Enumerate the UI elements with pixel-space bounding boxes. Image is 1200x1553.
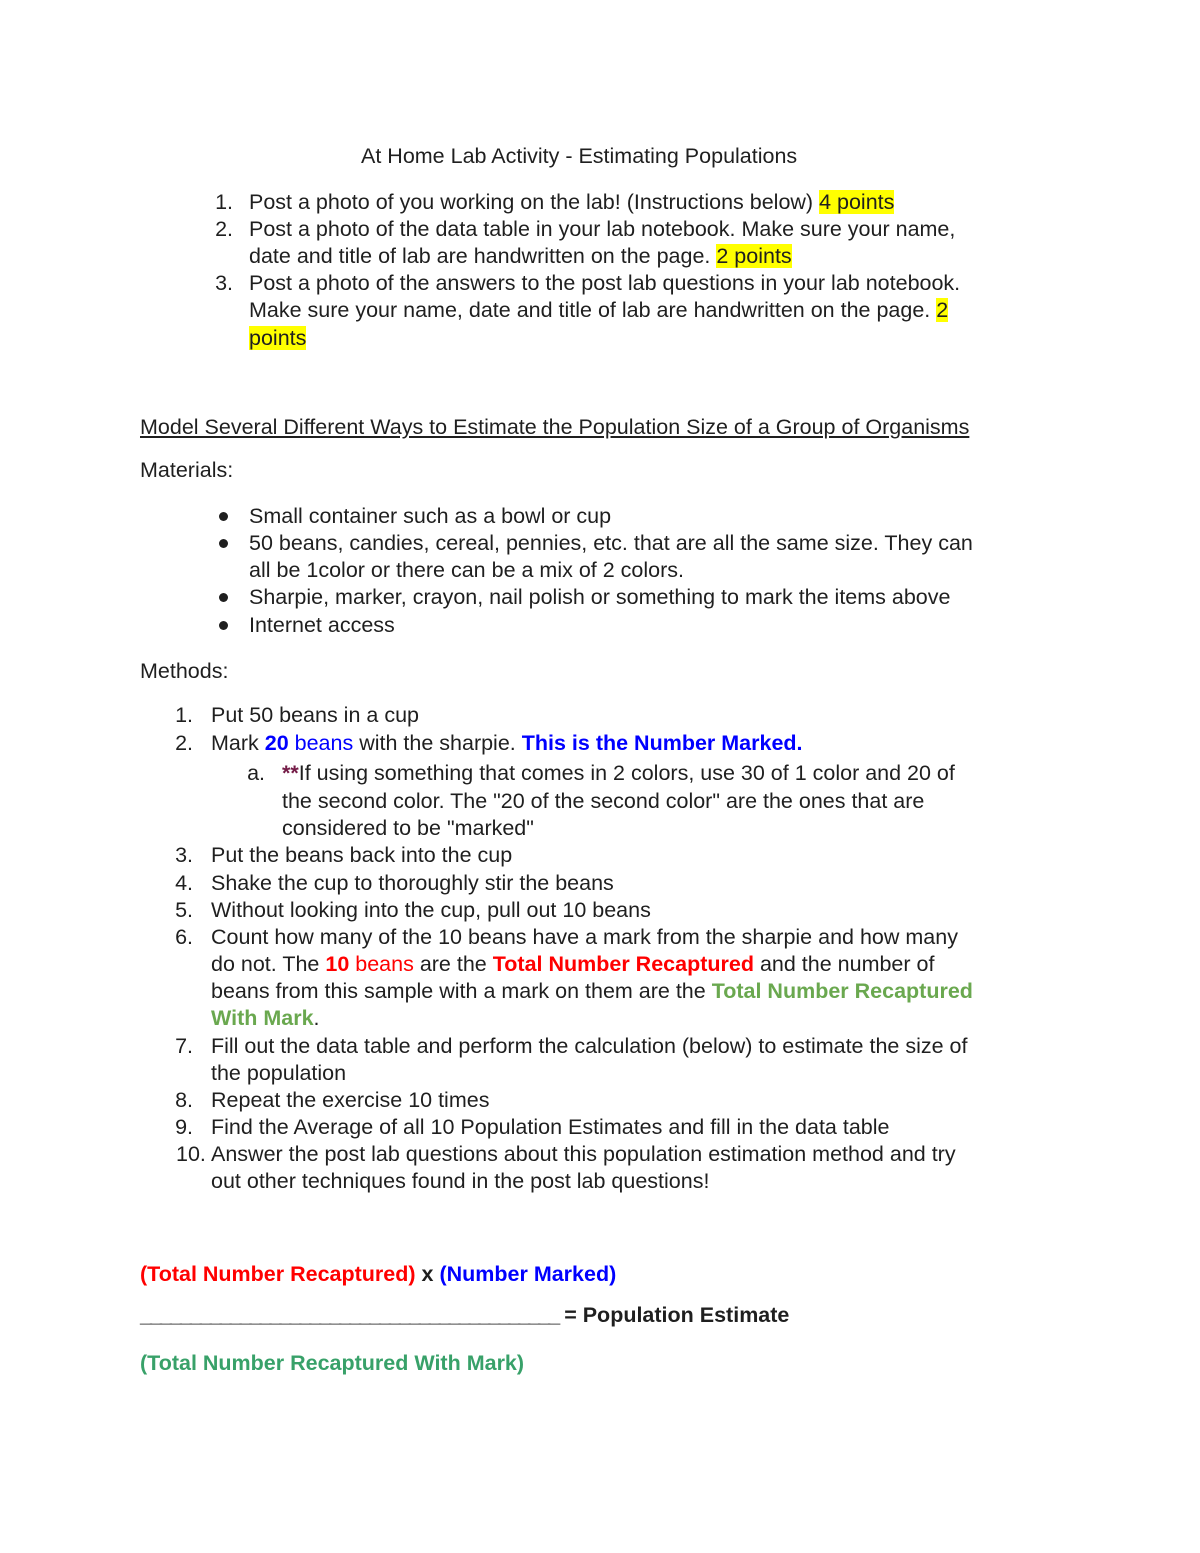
points-badge: 4 points: [819, 190, 895, 214]
method-number-4: 4.: [175, 871, 193, 895]
bullet-icon: [219, 539, 228, 548]
material-item-2-line1: 50 beans, candies, cereal, pennies, etc. that are all the same size. They can: [249, 531, 973, 555]
fraction-bar: __________________________________________: [140, 1303, 559, 1327]
req-item-3-line1: Post a photo of the answers to the post lab questions in your lab notebook.: [249, 271, 961, 295]
method-step-2: Mark 20 beans with the sharpie. This is the Number Marked.: [211, 731, 803, 755]
bullet-icon: [219, 621, 228, 630]
page-title: At Home Lab Activity - Estimating Populations: [361, 144, 798, 168]
method-number-10: 10.: [176, 1142, 206, 1166]
method-step-4: Shake the cup to thoroughly stir the beans: [211, 871, 614, 895]
req-item-1: Post a photo of you working on the lab! (Instructions below) 4 points: [249, 190, 895, 214]
method-number-3: 3.: [175, 843, 193, 867]
method-step-6-line1: Count how many of the 10 beans have a mark from the sharpie and how many: [211, 925, 958, 949]
method-step-6-line3: beans from this sample with a mark on them are the Total Number Recaptured: [211, 979, 973, 1003]
bullet-icon: [219, 512, 228, 521]
formula-result: = Population Estimate: [558, 1303, 790, 1327]
method-step-7-line1: Fill out the data table and perform the calculation (below) to estimate the size of: [211, 1034, 968, 1058]
recaptured-with-mark-term: Total Number Recaptured: [711, 979, 973, 1003]
methods-label: Methods:: [140, 659, 229, 683]
bullet-icon: [219, 593, 228, 602]
method-number-5: 5.: [175, 898, 193, 922]
method-step-3: Put the beans back into the cup: [211, 843, 513, 867]
method-step-5: Without looking into the cup, pull out 10 beans: [211, 898, 651, 922]
method-step-2a-line1: **If using something that comes in 2 colors, use 30 of 1 color and 20 of: [282, 761, 955, 785]
materials-label: Materials:: [140, 458, 234, 482]
number-marked-term: This is the Number Marked.: [521, 731, 803, 755]
method-number-1: 1.: [175, 703, 193, 727]
req-number-3: 3.: [215, 271, 233, 295]
material-item-1: Small container such as a bowl or cup: [249, 504, 612, 528]
method-step-9: Find the Average of all 10 Population Estimates and fill in the data table: [211, 1115, 890, 1139]
section-heading: Model Several Different Ways to Estimate the Population Size of a Group of Organisms: [140, 415, 970, 439]
points-badge: 2 points: [716, 244, 792, 268]
method-number-2: 2.: [175, 731, 193, 755]
method-step-7-line2: the population: [211, 1061, 347, 1085]
req-number-1: 1.: [215, 190, 233, 214]
points-badge: points: [249, 326, 307, 350]
method-step-6-line4: With Mark.: [211, 1006, 320, 1030]
method-step-8: Repeat the exercise 10 times: [211, 1088, 490, 1112]
total-recaptured-term: Total Number Recaptured: [492, 952, 754, 976]
method-number-8: 8.: [175, 1088, 193, 1112]
formula-fraction-line: [140, 1302, 789, 1329]
method-subletter-a: a.: [247, 761, 265, 785]
method-step-6-line2: do not. The 10 beans are the Total Number Recaptured and the number of: [211, 952, 935, 976]
req-number-2: 2.: [215, 217, 233, 241]
method-step-10-line1: Answer the post lab questions about this population estimation method and try: [211, 1142, 956, 1166]
points-badge: 2: [936, 298, 949, 322]
formula-numerator: (Total Number Recaptured) x (Number Marked): [140, 1262, 617, 1286]
method-step-2a-line3: considered to be "marked": [282, 816, 534, 840]
material-item-2-line2: all be 1color or there can be a mix of 2 colors.: [249, 558, 684, 582]
method-number-7: 7.: [175, 1034, 193, 1058]
method-number-6: 6.: [175, 925, 193, 949]
method-step-10-line2: out other techniques found in the post lab questions!: [211, 1169, 710, 1193]
material-item-3: Sharpie, marker, crayon, nail polish or something to mark the items above: [249, 585, 951, 609]
req-item-3-line2: Make sure your name, date and title of lab are handwritten on the page. 2: [249, 298, 949, 322]
req-item-3-line3: [249, 325, 306, 352]
method-step-1: Put 50 beans in a cup: [211, 703, 419, 727]
method-step-2a-line2: the second color. The "20 of the second color" are the ones that are: [282, 789, 925, 813]
req-item-2-line2: date and title of lab are handwritten on the page. 2 points: [249, 244, 792, 268]
req-item-2-line1: Post a photo of the data table in your lab notebook. Make sure your name,: [249, 217, 956, 241]
method-number-9: 9.: [175, 1115, 193, 1139]
formula-denominator: (Total Number Recaptured With Mark): [140, 1351, 525, 1375]
material-item-4: Internet access: [249, 613, 395, 637]
